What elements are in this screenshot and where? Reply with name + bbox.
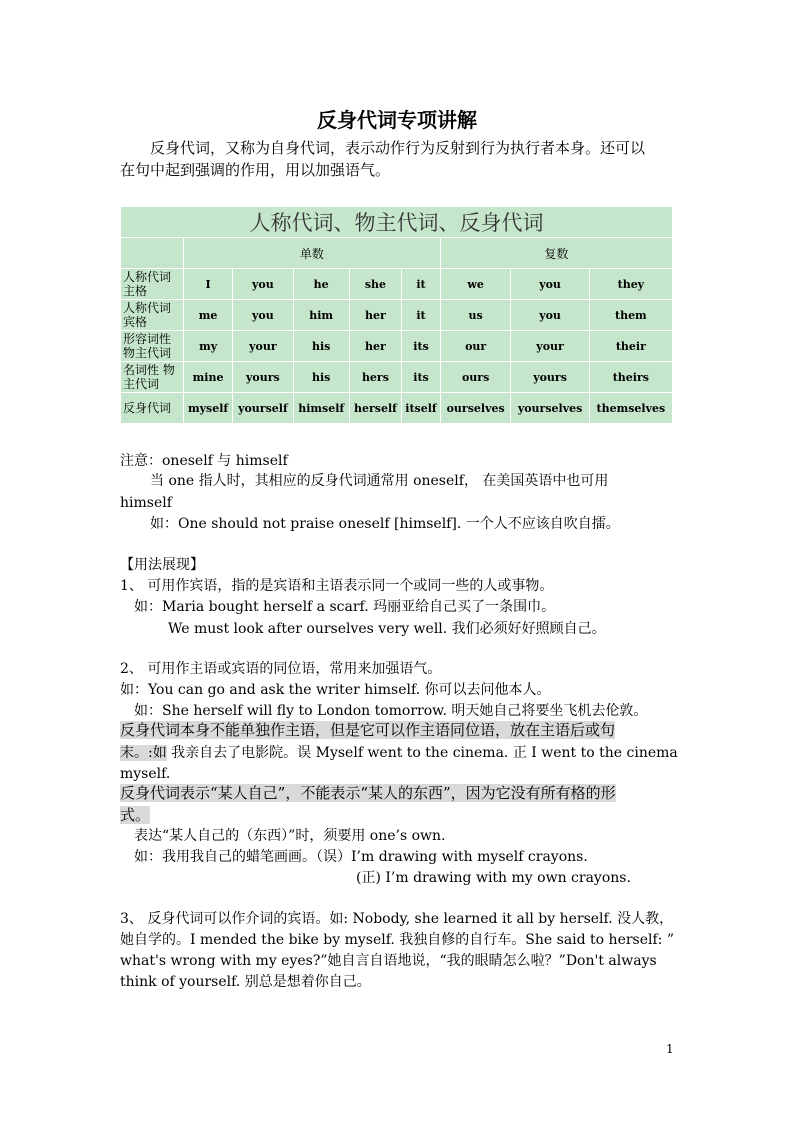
highlight-note-1-line-2 — [120, 743, 678, 763]
row-label: 形容词性 物主代词 — [121, 331, 184, 362]
usage-example-1b: We must look after ourselves very well. 我们必须好好照顾自己。 — [168, 621, 606, 637]
page-title: 反身代词专项讲解 — [317, 108, 477, 132]
table-cell: it — [402, 269, 441, 300]
table-cell: it — [402, 300, 441, 331]
usage-item-3-line-2: 她自学的。I mended the bike by myself. 我独自修的自行车。She said to herself: ” — [120, 932, 675, 948]
table-cell: himself — [293, 393, 349, 424]
own-usage-right: (正) I’m drawing with my own crayons. — [356, 870, 631, 886]
highlight-text: 末。:如 — [120, 745, 167, 761]
table-cell: his — [293, 331, 349, 362]
intro-line-2: 在句中起到强调的作用，用以加强语气。 — [120, 161, 391, 179]
highlight-note-2 — [120, 782, 616, 804]
highlight-text: 反身代词表示“某人自己”，不能表示“某人的东西”，因为它没有所有格的形 — [120, 784, 616, 802]
table-cell: mine — [184, 362, 233, 393]
highlight-text: 式。 — [120, 806, 151, 824]
table-cell: you — [233, 269, 293, 300]
table-cell: you — [511, 269, 589, 300]
table-cell: him — [293, 300, 349, 331]
table-cell: them — [589, 300, 672, 331]
page-number: 1 — [666, 1042, 674, 1056]
usage-item-2: 2、 可用作主语或宾语的同位语，常用来加强语气。 — [120, 661, 442, 677]
table-corner-cell — [121, 238, 184, 269]
table-cell: your — [233, 331, 293, 362]
table-cell: yours — [233, 362, 293, 393]
table-cell: yourselves — [511, 393, 589, 424]
highlight-note-2-line-2 — [120, 804, 150, 826]
intro-line-1: 反身代词，又称为自身代词，表示动作行为反射到行为执行者本身。还可以 — [150, 139, 646, 157]
table-cell: me — [184, 300, 233, 331]
singular-header: 单数 — [184, 238, 441, 269]
table-cell: ourselves — [440, 393, 511, 424]
table-cell: herself — [349, 393, 401, 424]
usage-item-3-line-1: 3、 反身代词可以作介词的宾语。如: Nobody, she learned it all by herself. 没人教， — [120, 911, 674, 927]
row-label: 反身代词 — [121, 393, 184, 424]
plural-header: 复数 — [440, 238, 672, 269]
table-cell: she — [349, 269, 401, 300]
table-cell: its — [402, 362, 441, 393]
table-cell: you — [233, 300, 293, 331]
example-text: 我亲自去了电影院。误 Myself went to the cinema. 正 I went to the cinema — [171, 745, 678, 761]
note-title: 注意：oneself 与 himself — [120, 453, 288, 469]
pronoun-table — [120, 206, 673, 424]
table-cell: ours — [440, 362, 511, 393]
table-cell: he — [293, 269, 349, 300]
highlight-text: 反身代词本身不能单独作主语，但是它可以作主语同位语，放在主语后或句 — [120, 721, 616, 739]
usage-example-2b: 如：She herself will fly to London tomorrow. 明天她自己将要坐飞机去伦敦。 — [134, 703, 648, 719]
table-cell: your — [511, 331, 589, 362]
table-cell: you — [511, 300, 589, 331]
table-row — [121, 362, 673, 393]
table-heading: 人称代词、物主代词、反身代词 — [121, 207, 673, 238]
row-label: 名词性 物主代词 — [121, 362, 184, 393]
usage-item-1: 1、 可用作宾语，指的是宾语和主语表示同一个或同一些的人或事物。 — [120, 578, 554, 594]
note-line-3: himself — [120, 495, 172, 511]
table-cell: theirs — [589, 362, 672, 393]
usage-item-3-line-3: what's wrong with my eyes?”她自言自语地说，“我的眼睛怎么啦？”Don't always — [120, 953, 657, 969]
highlight-note-1-line-3: myself. — [120, 766, 171, 782]
note-line-2: 当 one 指人时，其相应的反身代词通常用 oneself， 在美国英语中也可用 — [150, 473, 609, 489]
table-cell: my — [184, 331, 233, 362]
highlight-note-1 — [120, 719, 674, 741]
table-cell: its — [402, 331, 441, 362]
table-cell: itself — [402, 393, 441, 424]
table-row — [121, 300, 673, 331]
own-usage-wrong: 如：我用我自己的蜡笔画画。（误）I’m drawing with myself crayons. — [134, 849, 588, 865]
table-cell: our — [440, 331, 511, 362]
table-cell: I — [184, 269, 233, 300]
table-cell: her — [349, 300, 401, 331]
table-cell: his — [293, 362, 349, 393]
usage-example-2a: 如：You can go and ask the writer himself. 你可以去问他本人。 — [120, 682, 551, 698]
table-cell: we — [440, 269, 511, 300]
table-cell: themselves — [589, 393, 672, 424]
table-cell: hers — [349, 362, 401, 393]
table-row — [121, 393, 673, 424]
usage-example-1a: 如：Maria bought herself a scarf. 玛丽亚给自己买了一条围巾。 — [134, 599, 556, 615]
table-cell: us — [440, 300, 511, 331]
table-cell: they — [589, 269, 672, 300]
table-cell: yours — [511, 362, 589, 393]
note-example: 如：One should not praise oneself [himself]. 一个人不应该自吹自擂。 — [150, 516, 620, 532]
table-row — [121, 269, 673, 300]
usage-item-3-line-4: think of yourself. 别总是想着你自己。 — [120, 974, 371, 990]
table-cell: yourself — [233, 393, 293, 424]
table-row — [121, 331, 673, 362]
usage-heading: 【用法展现】 — [120, 557, 204, 573]
own-usage-note: 表达“某人自己的（东西）”时，须要用 one’s own. — [134, 828, 446, 844]
row-label: 人称代词 主格 — [121, 269, 184, 300]
table-cell: her — [349, 331, 401, 362]
row-label: 人称代词 宾格 — [121, 300, 184, 331]
table-cell: myself — [184, 393, 233, 424]
table-cell: their — [589, 331, 672, 362]
